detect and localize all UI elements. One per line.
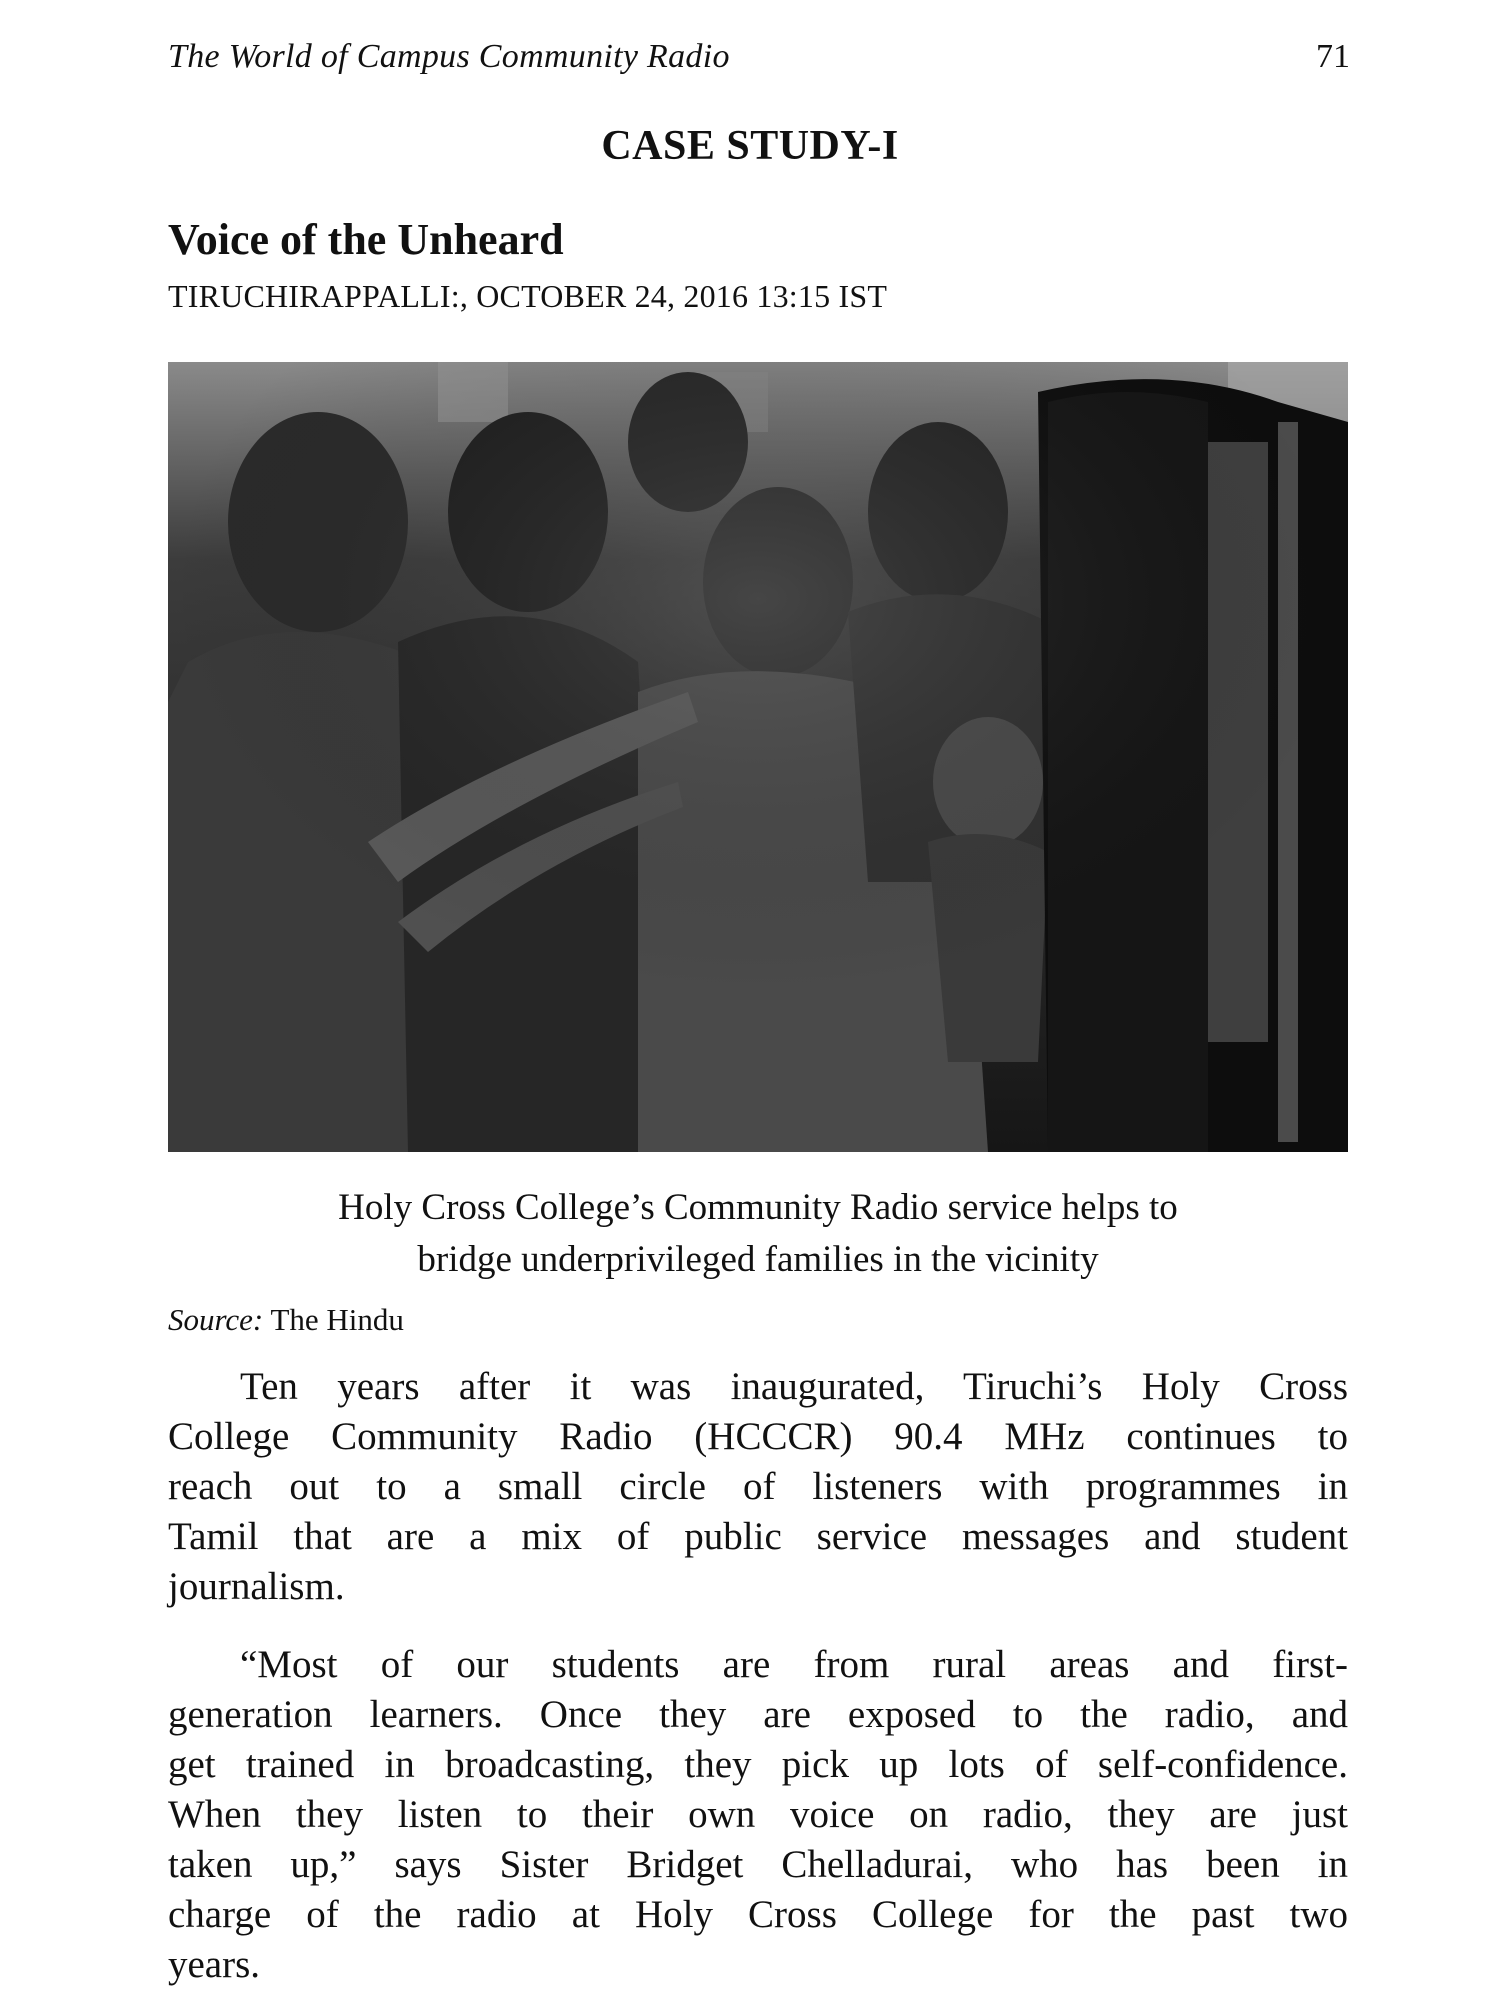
photo-caption <box>168 1182 1348 1286</box>
caption-line: Holy Cross College’s Community Radio service helps to <box>338 1187 1178 1228</box>
paragraph-line: get trained in broadcasting, they pick up lots of self-confidence. <box>168 1743 1348 1786</box>
source-value: The Hindu <box>270 1302 404 1337</box>
case-study-heading: CASE STUDY-I <box>601 123 899 169</box>
paragraph-1 <box>168 1362 1348 1612</box>
article-dateline: TIRUCHIRAPPALLI:, OCTOBER 24, 2016 13:15 IST <box>168 278 888 314</box>
paragraph-line: College Community Radio (HCCCR) 90.4 MHz continues to <box>168 1415 1348 1458</box>
paragraph-line: When they listen to their own voice on radio, they are just <box>168 1793 1348 1836</box>
caption-line: bridge underprivileged families in the vicinity <box>417 1239 1099 1280</box>
paragraph-2 <box>168 1640 1348 1990</box>
paragraph-line: Tamil that are a mix of public service messages and student <box>168 1515 1348 1558</box>
paragraph-line: charge of the radio at Holy Cross College for the past two <box>168 1893 1348 1936</box>
source-label: Source: <box>168 1302 264 1337</box>
paragraph-line: “Most of our students are from rural areas and first- <box>240 1643 1348 1686</box>
page-number: 71 <box>1316 38 1350 75</box>
photo-source <box>168 1302 404 1338</box>
photo-illustration <box>168 362 1348 1152</box>
paragraph-line: reach out to a small circle of listeners with programmes in <box>168 1465 1348 1508</box>
paragraph-line: years. <box>168 1943 261 1986</box>
article-title: Voice of the Unheard <box>168 215 564 264</box>
paragraph-line: generation learners. Once they are exposed to the radio, and <box>168 1693 1348 1736</box>
paragraph-line: taken up,” says Sister Bridget Chelladurai, who has been in <box>168 1843 1348 1886</box>
paragraph-line: Ten years after it was inaugurated, Tiruchi’s Holy Cross <box>240 1365 1348 1408</box>
paragraph-line: journalism. <box>168 1565 345 1608</box>
running-title: The World of Campus Community Radio <box>168 38 730 75</box>
article-photo <box>168 362 1348 1152</box>
